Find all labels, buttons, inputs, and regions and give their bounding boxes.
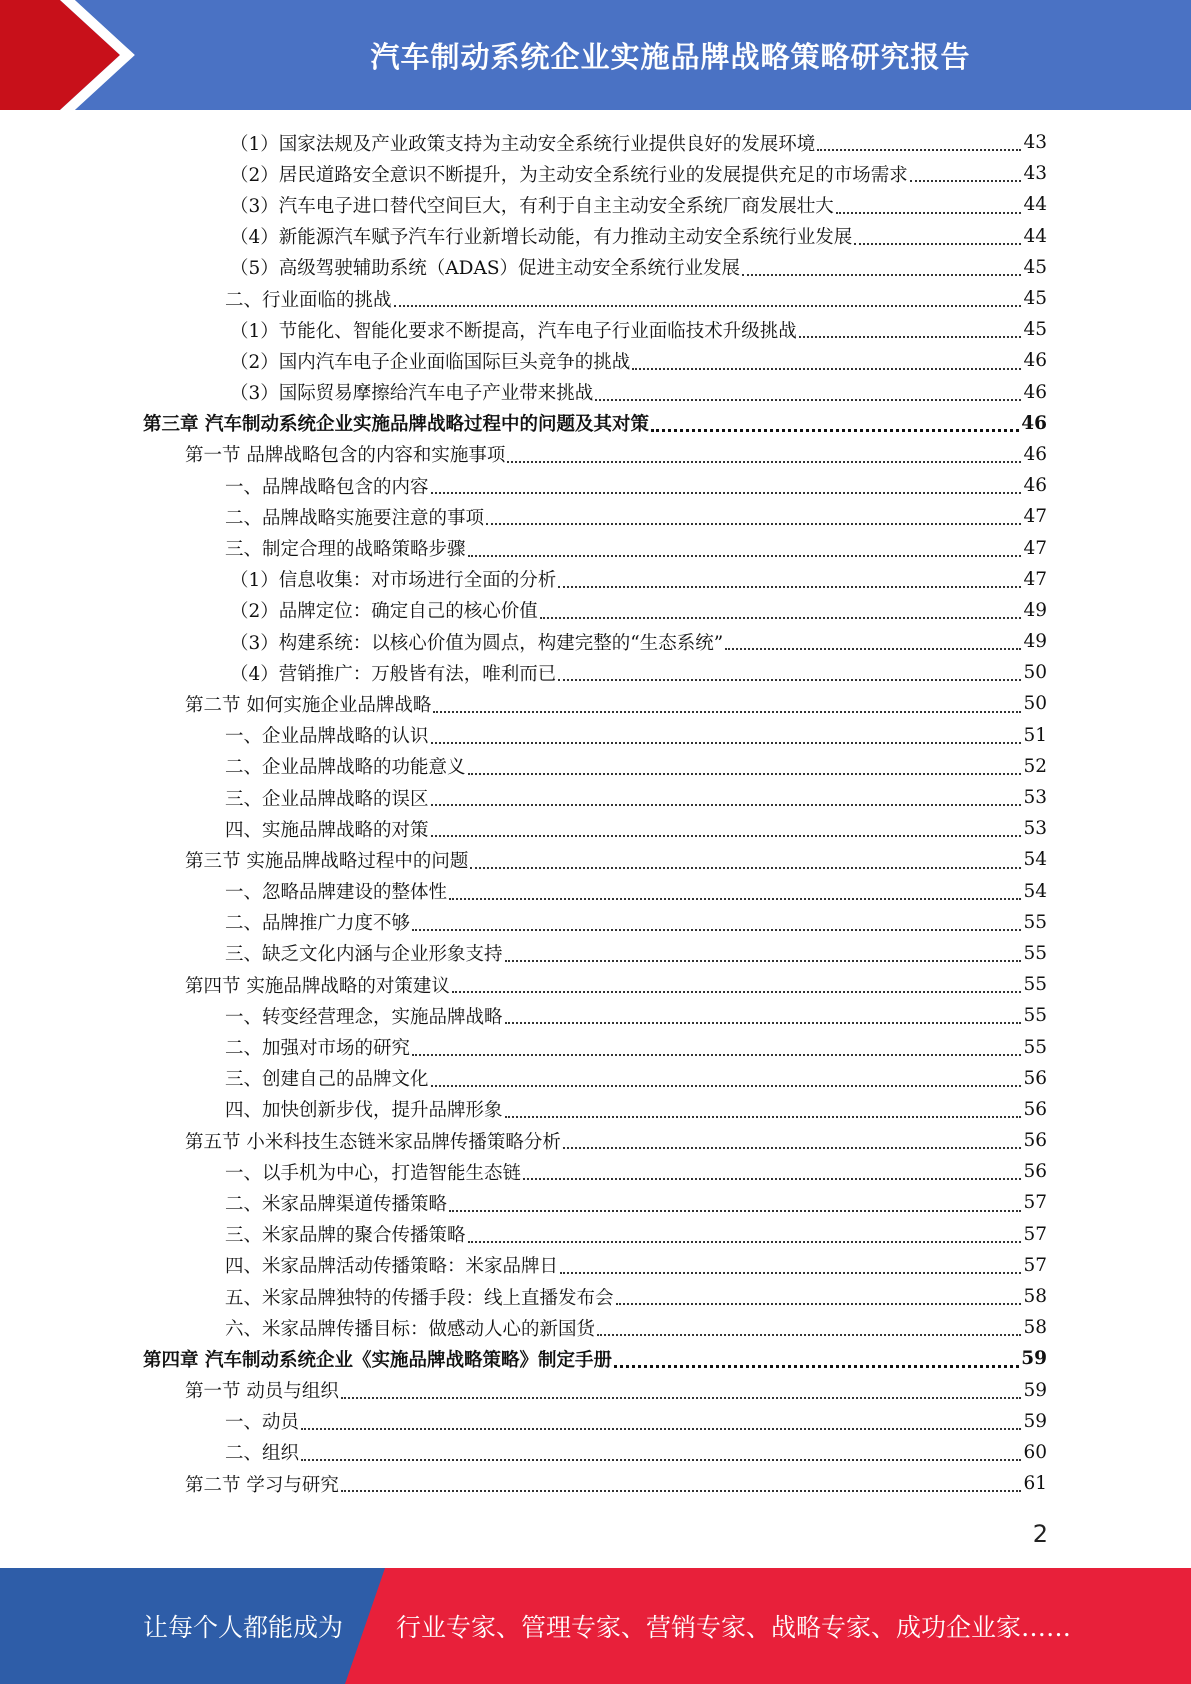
toc-entry-title: 三、制定合理的战略策略步骤 — [225, 539, 466, 561]
toc-entry-page: 55 — [1023, 1005, 1047, 1027]
toc-entry-title: 第四章 汽车制动系统企业《实施品牌战略策略》制定手册 — [143, 1349, 612, 1371]
toc-entry-page: 60 — [1023, 1441, 1047, 1463]
toc-leader-dots — [468, 773, 1022, 775]
toc-entry-page: 49 — [1023, 631, 1047, 653]
toc-entry-title: 二、企业品牌战略的功能意义 — [225, 757, 466, 779]
toc-entry[interactable] — [0, 1031, 1191, 1062]
toc-entry[interactable] — [0, 1094, 1191, 1125]
toc-entry-title: 一、以手机为中心，打造智能生态链 — [225, 1162, 522, 1184]
toc-leader-dots — [836, 212, 1022, 214]
toc-entry[interactable] — [0, 252, 1191, 283]
toc-entry-page: 47 — [1023, 506, 1047, 528]
toc-leader-dots — [301, 1459, 1021, 1461]
toc-entry[interactable] — [0, 377, 1191, 408]
toc-entry-page: 52 — [1023, 755, 1047, 777]
toc-leader-dots — [431, 492, 1022, 494]
toc-entry-title: 二、品牌战略实施要注意的事项 — [225, 507, 485, 529]
toc-entry-title: 四、实施品牌战略的对策 — [225, 819, 429, 841]
toc-leader-dots — [614, 1365, 1019, 1368]
toc-leader-dots — [470, 867, 1021, 869]
footer-slogan-right: 行业专家、管理专家、营销专家、战略专家、成功企业家…… — [396, 1613, 1072, 1642]
footer-slogan-left: 让每个人都能成为 — [143, 1613, 344, 1642]
toc-entry[interactable] — [0, 751, 1191, 782]
toc-leader-dots — [412, 1054, 1021, 1056]
toc-entry-title: 六、米家品牌传播目标：做感动人心的新国货 — [225, 1318, 596, 1340]
toc-entry-title: 四、加快创新步伐，提升品牌形象 — [225, 1100, 503, 1122]
toc-entry[interactable] — [0, 907, 1191, 938]
toc-entry-title: 四、米家品牌活动传播策略：米家品牌日 — [225, 1256, 559, 1278]
footer-banner — [0, 1568, 1191, 1684]
toc-entry[interactable] — [0, 595, 1191, 626]
toc-leader-dots — [563, 1147, 1022, 1149]
toc-entry[interactable] — [0, 283, 1191, 314]
toc-entry[interactable] — [0, 439, 1191, 470]
toc-leader-dots — [431, 1085, 1022, 1087]
toc-entry-title: 一、品牌战略包含的内容 — [225, 476, 429, 498]
toc-entry-title: （3）构建系统：以核心价值为圆点，构建完整的“生态系统” — [230, 632, 724, 654]
toc-entry-page: 59 — [1023, 1379, 1047, 1401]
toc-entry-title: 二、组织 — [225, 1443, 300, 1465]
toc-entry-title: 第四节 实施品牌战略的对策建议 — [185, 975, 450, 997]
toc-leader-dots — [854, 243, 1021, 245]
toc-entry-page: 46 — [1023, 443, 1047, 465]
toc-entry-page: 57 — [1023, 1192, 1047, 1214]
toc-leader-dots — [910, 180, 1022, 182]
toc-entry-title: 第二节 如何实施企业品牌战略 — [185, 694, 432, 716]
toc-entry[interactable] — [0, 221, 1191, 252]
toc-entry-title: （3）汽车电子进口替代空间巨大，有利于自主主动安全系统厂商发展壮大 — [230, 195, 834, 217]
toc-entry-title: 一、企业品牌战略的认识 — [225, 726, 429, 748]
toc-entry[interactable] — [0, 1437, 1191, 1468]
toc-entry-title: （1）信息收集：对市场进行全面的分析 — [230, 570, 557, 592]
toc-entry-title: 二、品牌推广力度不够 — [225, 913, 411, 935]
toc-entry-page: 46 — [1023, 381, 1047, 403]
toc-leader-dots — [651, 429, 1019, 432]
toc-entry-page: 45 — [1023, 319, 1047, 341]
toc-entry-page: 46 — [1021, 412, 1047, 434]
toc-leader-dots — [560, 1272, 1021, 1274]
toc-entry-title: （4）新能源汽车赋予汽车行业新增长动能，有力推动主动安全系统行业发展 — [230, 227, 853, 249]
toc-entry-title: （4）营销推广：万般皆有法，唯利而已 — [230, 663, 557, 685]
toc-entry[interactable] — [0, 408, 1191, 439]
toc-entry[interactable] — [0, 938, 1191, 969]
toc-leader-dots — [742, 274, 1021, 276]
toc-entry-title: 第五节 小米科技生态链米家品牌传播策略分析 — [185, 1131, 561, 1153]
toc-leader-dots — [449, 1210, 1021, 1212]
toc-leader-dots — [486, 523, 1021, 525]
toc-entry[interactable] — [0, 657, 1191, 688]
toc-leader-dots — [431, 835, 1022, 837]
toc-leader-dots — [540, 617, 1022, 619]
toc-entry-title: 三、企业品牌战略的误区 — [225, 788, 429, 810]
toc-entry-page: 61 — [1023, 1473, 1047, 1495]
toc-entry[interactable] — [0, 314, 1191, 345]
toc-entry-title: 一、忽略品牌建设的整体性 — [225, 882, 448, 904]
toc-leader-dots — [558, 679, 1021, 681]
toc-entry-page: 55 — [1023, 942, 1047, 964]
toc-entry[interactable] — [0, 345, 1191, 376]
toc-entry-title: 一、转变经营理念，实施品牌战略 — [225, 1006, 503, 1028]
toc-leader-dots — [412, 929, 1021, 931]
table-of-contents — [0, 127, 1191, 1499]
toc-leader-dots — [452, 991, 1022, 993]
toc-entry-title: （5）高级驾驶辅助系统（ADAS）促进主动安全系统行业发展 — [230, 258, 740, 280]
toc-entry-title: 三、缺乏文化内涵与企业形象支持 — [225, 944, 503, 966]
toc-entry[interactable] — [0, 813, 1191, 844]
toc-entry-page: 54 — [1023, 849, 1047, 871]
toc-entry[interactable] — [0, 1281, 1191, 1312]
toc-entry[interactable] — [0, 532, 1191, 563]
toc-entry-page: 53 — [1023, 787, 1047, 809]
toc-leader-dots — [449, 898, 1021, 900]
toc-entry-page: 55 — [1023, 974, 1047, 996]
toc-entry[interactable] — [0, 876, 1191, 907]
toc-entry[interactable] — [0, 720, 1191, 751]
toc-leader-dots — [597, 1334, 1021, 1336]
toc-entry-page: 57 — [1023, 1223, 1047, 1245]
toc-leader-dots — [817, 149, 1021, 151]
toc-leader-dots — [433, 711, 1021, 713]
toc-entry-page: 44 — [1023, 225, 1047, 247]
toc-entry-title: （2）国内汽车电子企业面临国际巨头竞争的挑战 — [230, 351, 631, 373]
toc-leader-dots — [595, 399, 1021, 401]
toc-leader-dots — [431, 742, 1022, 744]
toc-entry-page: 50 — [1023, 693, 1047, 715]
toc-entry[interactable] — [0, 844, 1191, 875]
toc-leader-dots — [301, 1428, 1021, 1430]
toc-entry[interactable] — [0, 1063, 1191, 1094]
toc-entry[interactable] — [0, 127, 1191, 158]
header-banner — [0, 0, 1191, 110]
toc-entry[interactable] — [0, 564, 1191, 595]
toc-entry[interactable] — [0, 189, 1191, 220]
toc-leader-dots — [431, 804, 1022, 806]
toc-leader-dots — [523, 1178, 1021, 1180]
toc-leader-dots — [558, 586, 1021, 588]
toc-entry-page: 46 — [1023, 350, 1047, 372]
toc-entry-title: 三、米家品牌的聚合传播策略 — [225, 1225, 466, 1247]
toc-leader-dots — [725, 648, 1021, 650]
toc-entry-title: 第三章 汽车制动系统企业实施品牌战略过程中的问题及其对策 — [143, 414, 649, 436]
page-number: 2 — [1032, 1520, 1048, 1548]
toc-entry-title: 二、加强对市场的研究 — [225, 1038, 411, 1060]
toc-leader-dots — [505, 960, 1022, 962]
toc-entry[interactable] — [0, 1468, 1191, 1499]
toc-entry-title: 一、动员 — [225, 1412, 300, 1434]
toc-entry-page: 49 — [1023, 599, 1047, 621]
toc-entry[interactable] — [0, 470, 1191, 501]
toc-leader-dots — [616, 1303, 1022, 1305]
toc-entry-page: 58 — [1023, 1286, 1047, 1308]
report-title: 汽车制动系统企业实施品牌战略策略研究报告 — [370, 39, 971, 74]
toc-leader-dots — [468, 1241, 1022, 1243]
toc-entry[interactable] — [0, 688, 1191, 719]
toc-entry-page: 44 — [1023, 194, 1047, 216]
toc-leader-dots — [468, 555, 1022, 557]
toc-entry-page: 43 — [1023, 163, 1047, 185]
toc-entry[interactable] — [0, 782, 1191, 813]
toc-entry[interactable] — [0, 1156, 1191, 1187]
toc-entry-title: 第三节 实施品牌战略过程中的问题 — [185, 850, 469, 872]
toc-entry[interactable] — [0, 1125, 1191, 1156]
toc-entry-title: （3）国际贸易摩擦给汽车电子产业带来挑战 — [230, 383, 594, 405]
toc-entry-page: 47 — [1023, 568, 1047, 590]
toc-entry-title: 二、行业面临的挑战 — [225, 289, 392, 311]
toc-entry-page: 45 — [1023, 288, 1047, 310]
toc-entry[interactable] — [0, 1219, 1191, 1250]
toc-entry-title: （2）品牌定位：确定自己的核心价值 — [230, 601, 538, 623]
toc-entry[interactable] — [0, 1250, 1191, 1281]
toc-entry[interactable] — [0, 1187, 1191, 1218]
toc-entry-page: 56 — [1023, 1098, 1047, 1120]
toc-entry-page: 50 — [1023, 662, 1047, 684]
toc-entry-title: 五、米家品牌独特的传播手段：线上直播发布会 — [225, 1287, 614, 1309]
toc-entry-title: 二、米家品牌渠道传播策略 — [225, 1193, 448, 1215]
toc-entry-page: 56 — [1023, 1067, 1047, 1089]
toc-leader-dots — [394, 305, 1022, 307]
toc-entry-page: 55 — [1023, 911, 1047, 933]
toc-leader-dots — [507, 461, 1021, 463]
toc-entry-page: 57 — [1023, 1254, 1047, 1276]
toc-entry-page: 46 — [1023, 475, 1047, 497]
toc-entry-title: （1）国家法规及产业政策支持为主动安全系统行业提供良好的发展环境 — [230, 133, 816, 155]
toc-leader-dots — [341, 1397, 1022, 1399]
toc-entry[interactable] — [0, 1375, 1191, 1406]
toc-entry-title: 第一节 品牌战略包含的内容和实施事项 — [185, 445, 506, 467]
toc-entry-page: 54 — [1023, 880, 1047, 902]
toc-entry-page: 55 — [1023, 1036, 1047, 1058]
toc-entry-page: 51 — [1023, 724, 1047, 746]
toc-entry-page: 59 — [1023, 1410, 1047, 1432]
toc-entry-page: 59 — [1021, 1348, 1047, 1370]
toc-entry-page: 45 — [1023, 256, 1047, 278]
toc-entry[interactable] — [0, 1000, 1191, 1031]
toc-entry-page: 43 — [1023, 132, 1047, 154]
toc-entry-title: （1）节能化、智能化要求不断提高，汽车电子行业面临技术升级挑战 — [230, 320, 797, 342]
toc-leader-dots — [632, 368, 1021, 370]
toc-entry-page: 47 — [1023, 537, 1047, 559]
toc-leader-dots — [505, 1116, 1022, 1118]
toc-entry[interactable] — [0, 501, 1191, 532]
toc-entry[interactable] — [0, 626, 1191, 657]
toc-entry-title: （2）居民道路安全意识不断提升，为主动安全系统行业的发展提供充足的市场需求 — [230, 164, 908, 186]
toc-entry[interactable] — [0, 1406, 1191, 1437]
toc-entry-page: 53 — [1023, 818, 1047, 840]
toc-entry[interactable] — [0, 1343, 1191, 1374]
toc-entry[interactable] — [0, 969, 1191, 1000]
toc-leader-dots — [799, 336, 1022, 338]
toc-entry[interactable] — [0, 1312, 1191, 1343]
toc-entry-page: 58 — [1023, 1317, 1047, 1339]
toc-entry[interactable] — [0, 158, 1191, 189]
toc-entry-page: 56 — [1023, 1130, 1047, 1152]
toc-leader-dots — [505, 1022, 1022, 1024]
toc-entry-page: 56 — [1023, 1161, 1047, 1183]
toc-entry-title: 第一节 动员与组织 — [185, 1381, 339, 1403]
toc-leader-dots — [341, 1490, 1022, 1492]
header-arrow-graphic — [0, 0, 150, 110]
toc-entry-title: 第二节 学习与研究 — [185, 1474, 339, 1496]
toc-entry-title: 三、创建自己的品牌文化 — [225, 1069, 429, 1091]
